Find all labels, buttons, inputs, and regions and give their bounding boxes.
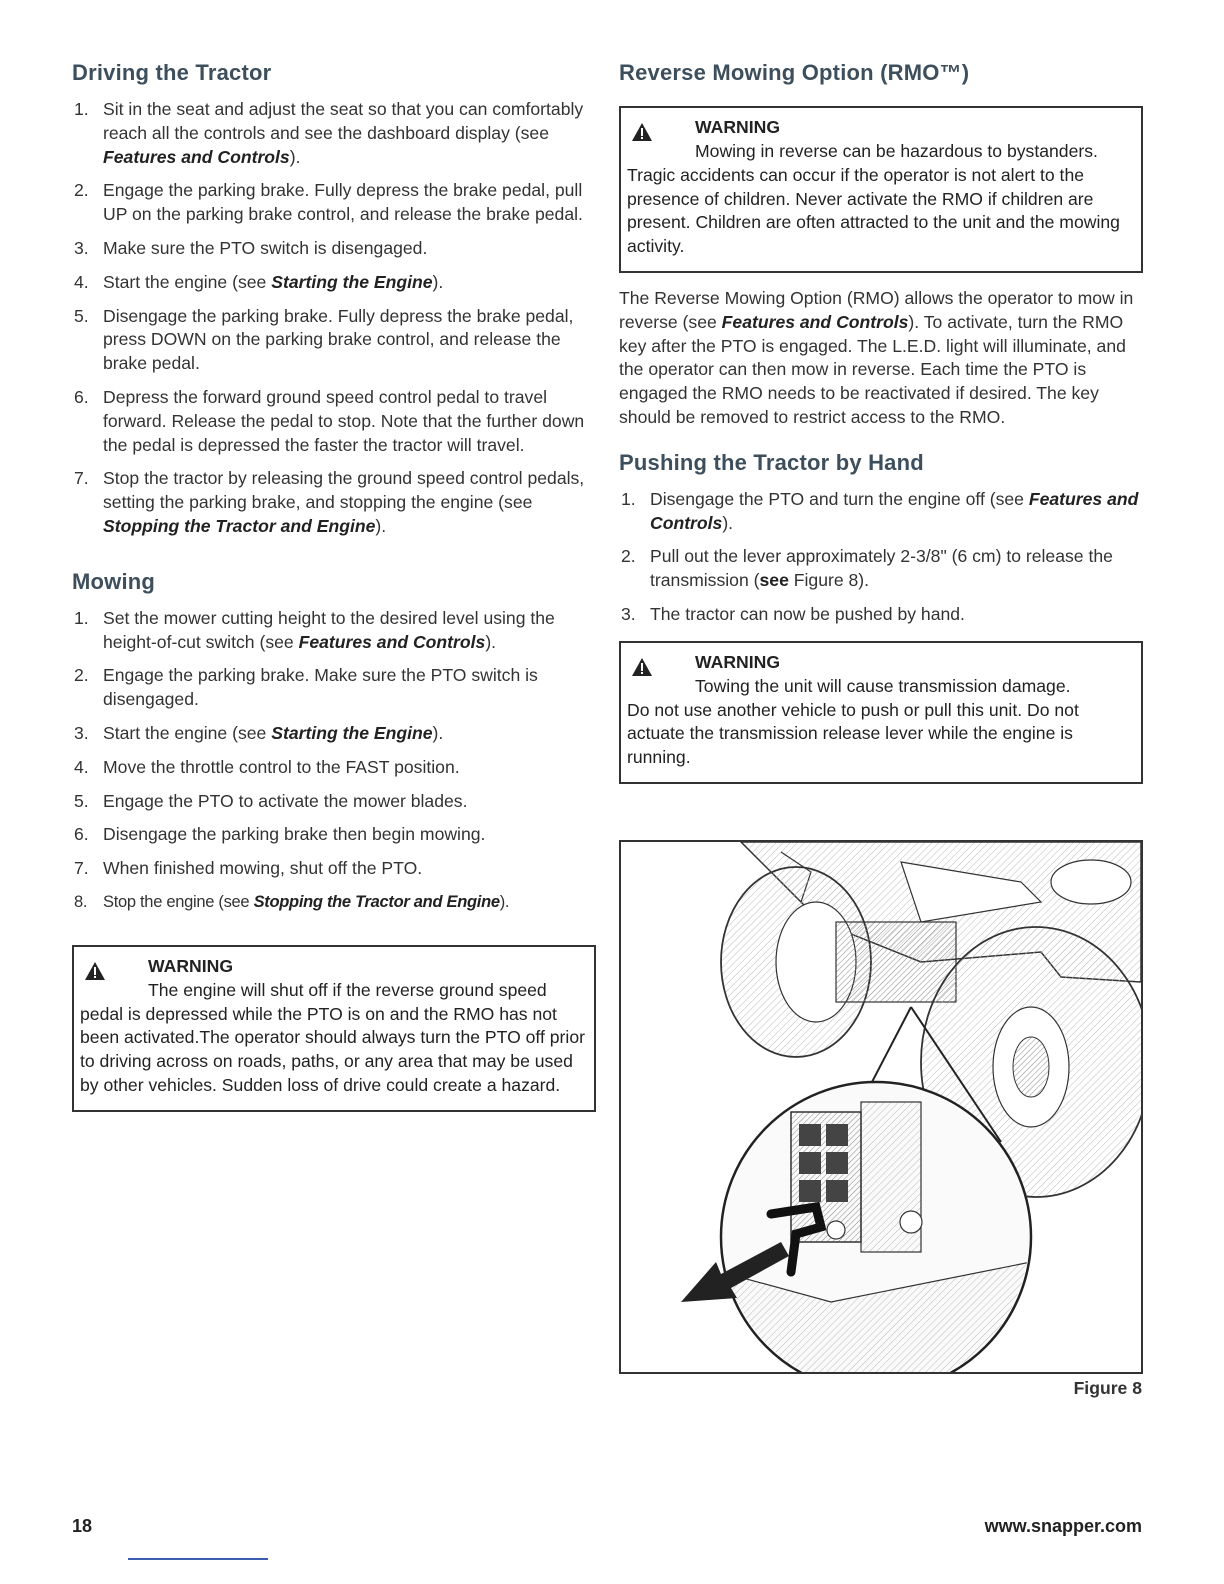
list-item: 4. Move the throttle control to the FAST position.	[74, 756, 460, 777]
warning-title: WARNING	[148, 955, 234, 976]
warning-icon	[631, 657, 653, 677]
list-item: 6. Depress the forward ground speed control pedal to travel forward. Release the pedal to stop. Note that the further down the pedal is depressed the faster the tractor will travel.	[74, 386, 585, 455]
website-url: www.snapper.com	[984, 1516, 1142, 1536]
list-item: 3. The tractor can now be pushed by hand.	[621, 603, 965, 624]
list-item: 6. Disengage the parking brake then begin mowing.	[74, 824, 486, 845]
warning-icon	[631, 122, 653, 142]
cross-reference: Features and Controls	[721, 311, 909, 332]
list-item: 5. Disengage the parking brake. Fully depress the brake pedal, press DOWN on the parking brake control, and release the brake pedal.	[74, 305, 574, 374]
list-item: 7. When finished mowing, shut off the PTO.	[74, 858, 423, 879]
warning-box-towing	[619, 641, 1143, 784]
warning-text: Do not use another vehicle to push or pull this unit. Do not actuate the transmission release lever while the engine is running.	[627, 699, 1079, 768]
mowing-steps	[72, 607, 596, 915]
pushing-heading: Pushing the Tractor by Hand	[619, 449, 924, 475]
tractor-transmission-release-illustration	[621, 842, 1141, 1372]
footer-divider	[128, 1558, 268, 1560]
figure-8-illustration	[619, 840, 1143, 1374]
driving-steps	[72, 98, 596, 539]
list-item: 4. Start the engine (see Starting the Engine).	[74, 271, 444, 292]
cross-reference: Starting the Engine	[271, 722, 433, 743]
cross-reference: Features and Controls	[650, 488, 1139, 533]
warning-title: WARNING	[695, 117, 781, 137]
warning-text: Tragic accidents can occur if the operator is not alert to the presence of children. Never activate the RMO if children are present. Children are often attracted to the unit and the mowing activity.	[627, 164, 1120, 257]
rmo-heading: Reverse Mowing Option (RMO™)	[619, 60, 970, 85]
warning-title: WARNING	[695, 651, 781, 672]
list-item: 2. Engage the parking brake. Make sure the PTO switch is disengaged.	[74, 665, 538, 710]
cross-reference: Starting the Engine	[271, 271, 433, 292]
list-item: 2. Engage the parking brake. Fully depress the brake pedal, pull UP on the parking brake control, and release the brake pedal.	[74, 180, 583, 225]
driving-heading: Driving the Tractor	[72, 60, 272, 85]
rmo-description: The Reverse Mowing Option (RMO) allows the operator to mow in reverse (see Features and Controls). To activate, turn the RMO key after the PTO is engaged. The L.E.D. light will illuminate, and the operator can then mow in reverse. Each time the PTO is engaged the RMO needs to be reactivated if desired. The key should be removed to restrict access to the RMO.	[619, 287, 1134, 427]
warning-text: The engine will shut off if the reverse ground speed	[148, 979, 547, 1000]
warning-text: Mowing in reverse can be hazardous to bystanders.	[695, 141, 1098, 161]
warning-text: Towing the unit will cause transmission damage.	[695, 675, 1071, 696]
cross-reference: Features and Controls	[298, 631, 486, 652]
list-item: 1. Disengage the PTO and turn the engine off (see Features and Controls).	[621, 488, 1139, 533]
warning-icon	[84, 961, 106, 981]
cross-reference: Features and Controls	[103, 146, 290, 167]
left-column	[72, 60, 596, 1112]
list-item: 3. Make sure the PTO switch is disengaged.	[74, 237, 428, 258]
list-item: 7. Stop the tractor by releasing the ground speed control pedals, setting the parking brake, and stopping the engine (see Stopping the Tractor and Engine).	[74, 468, 585, 536]
cross-reference: Stopping the Tractor and Engine	[253, 892, 500, 911]
list-item: 1. Set the mower cutting height to the desired level using the height-of-cut switch (see Features and Controls).	[74, 607, 555, 652]
pushing-steps	[619, 488, 1143, 627]
list-item: 8. Stop the engine (see Stopping the Tractor and Engine).	[74, 892, 510, 911]
list-item: 2. Pull out the lever approximately 2-3/8" (6 cm) to release the transmission (see Figure 8).	[621, 546, 1113, 591]
list-item: 1. Sit in the seat and adjust the seat so that you can comfortably reach all the controls and see the dashboard display (see Features and Controls).	[74, 99, 584, 167]
right-column	[619, 60, 1143, 784]
mowing-heading: Mowing	[72, 568, 156, 594]
figure-caption: Figure 8	[1073, 1378, 1142, 1398]
page-number: 18	[72, 1516, 93, 1536]
warning-text: pedal is depressed while the PTO is on and the RMO has not been activated.The operator should always turn the PTO off prior to driving across on roads, paths, or any area that may be used by other vehicles. Sudden loss of drive could create a hazard.	[80, 1003, 585, 1095]
list-item: 5. Engage the PTO to activate the mower blades.	[74, 790, 468, 811]
warning-box-reverse-mowing	[619, 106, 1143, 273]
list-item: 3. Start the engine (see Starting the Engine).	[74, 722, 444, 743]
warning-box-engine-shutoff	[72, 945, 596, 1112]
cross-reference: Stopping the Tractor and Engine	[103, 515, 376, 536]
